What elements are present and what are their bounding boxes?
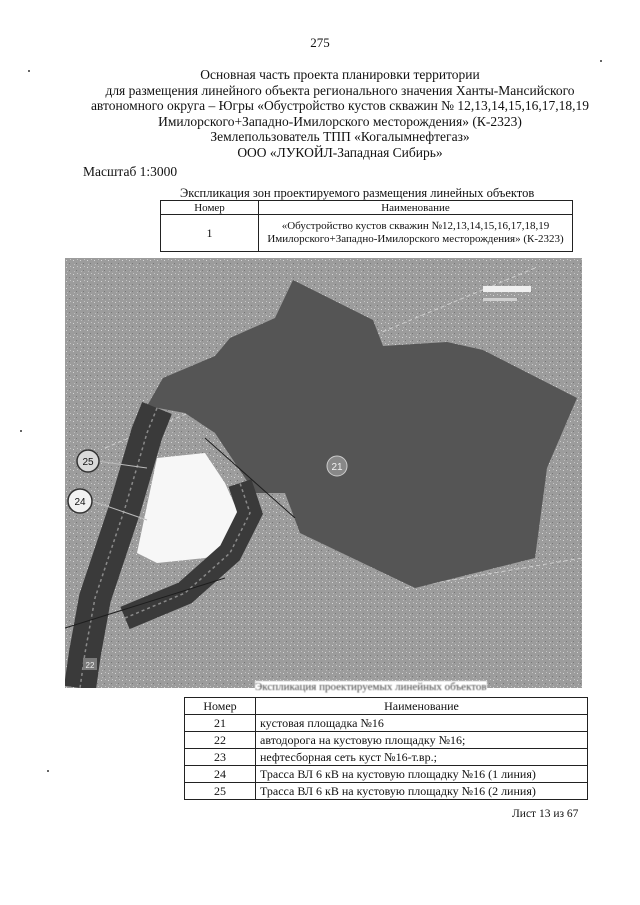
row-number: 1 [161,215,259,252]
table-row [161,215,573,252]
scale-bar [483,286,531,292]
document-title [60,67,620,161]
objects-table-caption: Экспликация проектируемых линейных объектов [255,681,487,693]
row-name: Трасса ВЛ 6 кВ на кустовую площадку №16 (2 линия) [256,783,588,800]
sheet-number [512,808,578,820]
pad-label-21 [327,456,347,476]
corner-label-22 [83,658,97,670]
row-name-line: Имилорского+Западно-Имилорского месторождения» (К-2323) [267,233,564,245]
callout-number: 25 [82,457,94,468]
zones-table [160,200,573,252]
row-name: нефтесборная сеть куст №16-т.вр.; [256,749,588,766]
table-header-row [185,698,588,715]
scale-label: Масштаб 1:3000 [83,164,178,179]
scan-speck [47,770,49,772]
row-name-line: «Обустройство кустов скважин №12,13,14,15,16,17,18,19 [281,220,550,232]
row-number: 24 [185,766,256,783]
row-name [259,215,573,252]
table-row [185,783,588,800]
column-header-name: Наименование [256,698,588,715]
sheet-current: 13 [538,808,551,820]
table-row [185,749,588,766]
column-header-number: Номер [185,698,256,715]
sheet-total: 67 [566,808,579,820]
scale-bar [483,298,517,301]
zones-table-caption: Экспликация зон проектируемого размещения линейных объектов [180,186,535,200]
table-row [185,732,588,749]
title-line: Основная часть проекта планировки территории [200,67,480,82]
corner-number: 22 [85,661,95,670]
title-line: автономного округа – Югры «Обустройство кустов скважин № 12,13,14,15,16,17,18,19 [90,98,590,114]
row-number: 25 [185,783,256,800]
row-number: 22 [185,732,256,749]
scan-speck [600,60,602,62]
row-name: кустовая площадка №16 [256,715,588,732]
row-number: 23 [185,749,256,766]
title-line: Имилорского+Западно-Имилорского месторождения» (К-2323) [158,113,522,129]
column-header-name: Наименование [259,201,573,215]
title-line: ООО «ЛУКОЙЛ-Западная Сибирь» [237,144,443,160]
column-header-number: Номер [161,201,259,215]
scan-speck [28,70,30,72]
row-number: 21 [185,715,256,732]
row-name: Трасса ВЛ 6 кВ на кустовую площадку №16 (1 линия) [256,766,588,783]
table-row [185,715,588,732]
scan-speck [20,430,22,432]
table-row [185,766,588,783]
site-plan-map [65,258,582,688]
page-number: 275 [310,35,330,50]
title-line: Землепользователь ТПП «Когалымнефтегаз» [210,129,470,145]
table-header-row [161,201,573,215]
objects-table [184,697,588,800]
sheet-prefix: Лист [512,808,537,820]
title-line: для размещения линейного объекта регионального значения Ханты-Мансийского [105,82,575,98]
sheet-of: из [553,808,565,820]
row-name: автодорога на кустовую площадку №16; [256,732,588,749]
pad-number: 21 [331,462,343,473]
callout-number: 24 [74,497,86,508]
